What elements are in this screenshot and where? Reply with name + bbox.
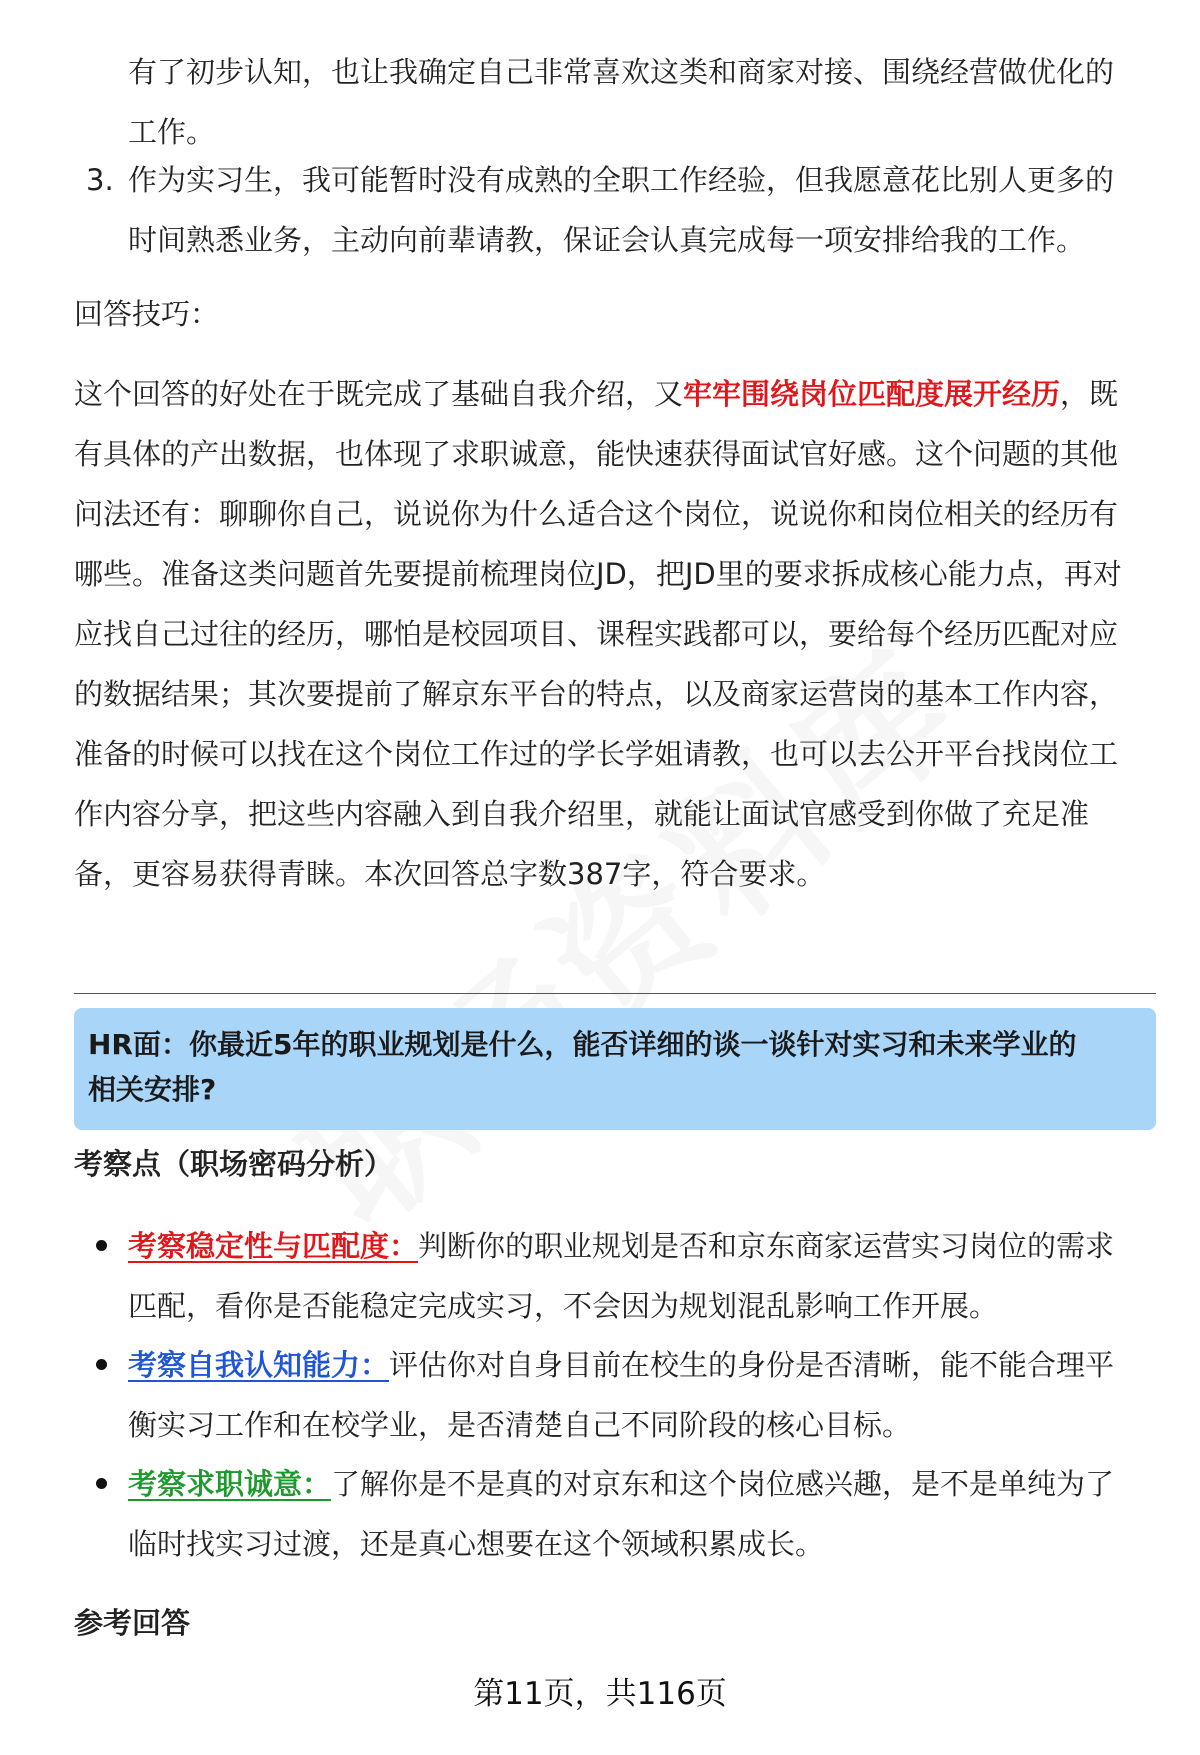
text-line: 有了初步认知，也让我确定自己非常喜欢这类和商家对接、围绕经营做优化的 bbox=[128, 55, 1115, 89]
tips-paragraph bbox=[74, 364, 1154, 904]
question-box bbox=[74, 1008, 1156, 1130]
text-line: 备，更容易获得青睐。本次回答总字数387字，符合要求。 bbox=[74, 857, 826, 891]
text-line bbox=[128, 1216, 1158, 1276]
text-line: 匹配，看你是否能稳定完成实习，不会因为规划混乱影响工作开展。 bbox=[128, 1289, 999, 1323]
bullet-keyword: 考察稳定性与匹配度： bbox=[128, 1229, 419, 1263]
bullet-icon bbox=[96, 1359, 107, 1370]
assessment-heading: 考察点（职场密码分析） bbox=[74, 1147, 394, 1181]
text-line: 临时找实习过渡，还是真心想要在这个领域积累成长。 bbox=[128, 1527, 825, 1561]
text-line: 工作。 bbox=[128, 115, 216, 149]
text-line: 作内容分享，把这些内容融入到自我介绍里，就能让面试官感受到你做了充足准 bbox=[74, 797, 1090, 831]
question-text bbox=[88, 1022, 1138, 1112]
text-line: 作为实习生，我可能暂时没有成熟的全职工作经验，但我愿意花比别人更多的 bbox=[128, 163, 1115, 197]
bullet-item-sincerity bbox=[128, 1454, 1158, 1574]
text-line: 有具体的产出数据，也体现了求职诚意，能快速获得面试官好感。这个问题的其他 bbox=[74, 437, 1119, 471]
list-number: 3. bbox=[86, 163, 114, 197]
bullet-keyword: 考察自我认知能力： bbox=[128, 1348, 390, 1382]
text-line bbox=[128, 1454, 1158, 1514]
text-line: 哪些。准备这类问题首先要提前梳理岗位JD，把JD里的要求拆成核心能力点，再对 bbox=[74, 557, 1122, 591]
text-line: 问法还有：聊聊你自己，说说你为什么适合这个岗位，说说你和岗位相关的经历有 bbox=[74, 497, 1119, 531]
text-line: 的数据结果；其次要提前了解京东平台的特点，以及商家运营岗的基本工作内容， bbox=[74, 677, 1119, 711]
text-segment: 判断你的职业规划是否和京东商家运营实习岗位的需求 bbox=[418, 1229, 1115, 1263]
bullet-icon bbox=[96, 1478, 107, 1489]
text-line: 应找自己过往的经历，哪怕是校园项目、课程实践都可以，要给每个经历匹配对应 bbox=[74, 617, 1119, 651]
text-segment: 了解你是不是真的对京东和这个岗位感兴趣，是不是单纯为了 bbox=[331, 1467, 1115, 1501]
bullet-item-self-awareness bbox=[128, 1335, 1158, 1455]
text-line bbox=[128, 1335, 1158, 1395]
bullet-icon bbox=[96, 1240, 107, 1251]
text-line: 相关安排? bbox=[88, 1073, 217, 1106]
text-line: 准备的时候可以找在这个岗位工作过的学长学姐请教，也可以去公开平台找岗位工 bbox=[74, 737, 1119, 771]
text-line: 时间熟悉业务，主动向前辈请教，保证会认真完成每一项安排给我的工作。 bbox=[128, 223, 1086, 257]
bullet-item-stability bbox=[128, 1216, 1158, 1336]
page-number: 第11页，共116页 bbox=[473, 1676, 727, 1712]
text-segment: 这个回答的好处在于既完成了基础自我介绍，又 bbox=[74, 377, 684, 411]
bullet-keyword: 考察求职诚意： bbox=[128, 1467, 332, 1501]
text-line: 衡实习工作和在校学业，是否清楚自己不同阶段的核心目标。 bbox=[128, 1408, 912, 1442]
list-item-continuation bbox=[128, 42, 1158, 162]
section-divider bbox=[74, 993, 1156, 994]
tips-label: 回答技巧： bbox=[74, 297, 220, 331]
text-line: HR面：你最近5年的职业规划是什么，能否详细的谈一谈针对实习和未来学业的 bbox=[88, 1028, 1077, 1061]
text-segment: ，既 bbox=[1060, 377, 1119, 411]
list-item-3 bbox=[128, 150, 1158, 270]
highlighted-phrase: 牢牢围绕岗位匹配度展开经历 bbox=[683, 377, 1061, 411]
text-segment: 评估你对自身目前在校生的身份是否清晰，能不能合理平 bbox=[389, 1348, 1115, 1382]
reference-answer-heading: 参考回答 bbox=[74, 1606, 191, 1640]
text-line bbox=[74, 364, 1154, 424]
